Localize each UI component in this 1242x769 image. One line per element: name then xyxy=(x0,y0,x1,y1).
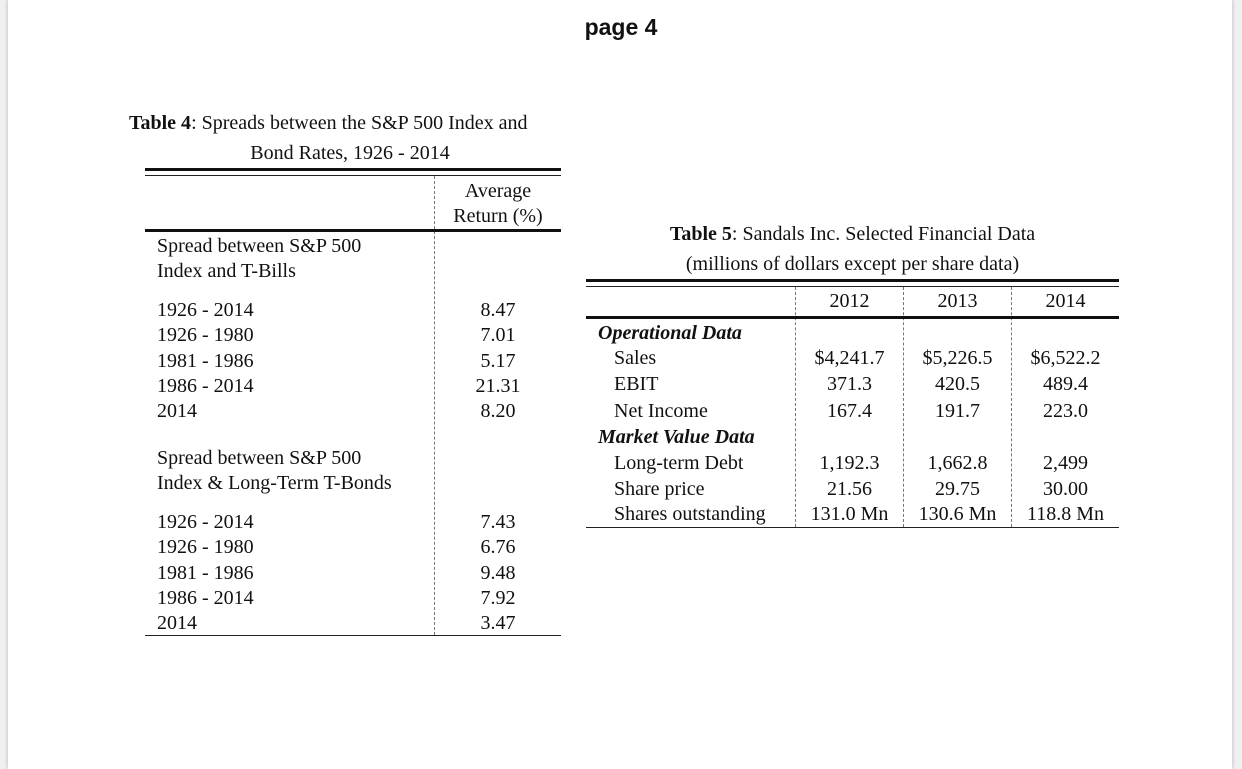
table-cell: 2,499 xyxy=(1043,452,1088,474)
table-cell: 131.0 Mn xyxy=(810,503,889,525)
table-row-label: Shares outstanding xyxy=(614,503,766,525)
table-row-value: 8.47 xyxy=(480,299,516,321)
table-5-caption-line2: (millions of dollars except per share data) xyxy=(685,253,1020,275)
table-row-value: 8.20 xyxy=(480,400,516,422)
table-4-section2-title-line2: Index & Long-Term T-Bonds xyxy=(157,472,392,494)
table-5-caption-label: Table 5 xyxy=(669,223,732,245)
table-row-value: 3.47 xyxy=(480,612,516,634)
table-row-period: 1981 - 1986 xyxy=(157,350,254,372)
table-cell: $4,241.7 xyxy=(814,347,885,369)
table-cell: 191.7 xyxy=(935,400,980,422)
table-cell: 130.6 Mn xyxy=(918,503,997,525)
table-row-period: 1926 - 1980 xyxy=(157,324,254,346)
table-row-value: 21.31 xyxy=(475,375,521,397)
table-row-label: EBIT xyxy=(614,373,659,395)
table-cell: $5,226.5 xyxy=(922,347,993,369)
table-4-bottom-rule xyxy=(145,635,561,636)
table-5-caption-line1 xyxy=(586,223,1119,245)
table-5-caption-title: : Sandals Inc. Selected Financial Data xyxy=(731,223,1036,245)
table-row-period: 2014 xyxy=(157,400,197,422)
table-5-top-rule xyxy=(586,279,1119,282)
table-4-caption-title: : Spreads between the S&P 500 Index and xyxy=(191,112,528,134)
table-5-header-rule xyxy=(586,316,1119,319)
table-5-year-header: 2012 xyxy=(829,290,870,312)
table-5-year-header: 2013 xyxy=(937,290,978,312)
table-row-value: 7.43 xyxy=(480,511,516,533)
table-5-year-header: 2014 xyxy=(1045,290,1086,312)
table-4-top-rule-thin xyxy=(145,175,561,176)
table-4-section1-title-line2: Index and T-Bills xyxy=(157,260,296,282)
table-row-label: Net Income xyxy=(614,400,708,422)
table-row-period: 1986 - 2014 xyxy=(157,375,254,397)
table-4-caption-line2: Bond Rates, 1926 - 2014 xyxy=(250,142,450,164)
table-row-period: 1926 - 1980 xyxy=(157,536,254,558)
table-row-label: Long-term Debt xyxy=(614,452,744,474)
table-row-value: 7.92 xyxy=(480,587,516,609)
page-label: page 4 xyxy=(584,14,658,40)
table-row-value: 5.17 xyxy=(480,350,516,372)
table-4-section2-title-line1: Spread between S&P 500 xyxy=(157,447,362,469)
table-row-value: 7.01 xyxy=(480,324,516,346)
table-4-header-line2: Return (%) xyxy=(453,205,543,227)
table-cell: 29.75 xyxy=(935,478,980,500)
table-5-operational-heading: Operational Data xyxy=(598,322,742,344)
table-5-market-heading: Market Value Data xyxy=(598,426,755,448)
table-row-period: 1986 - 2014 xyxy=(157,587,254,609)
table-cell: 371.3 xyxy=(827,373,872,395)
table-4-header-line1: Average xyxy=(464,180,532,202)
table-cell: 21.56 xyxy=(827,478,872,500)
table-row-value: 9.48 xyxy=(480,562,516,584)
table-4-section1-title-line1: Spread between S&P 500 xyxy=(157,235,362,257)
table-row-label: Share price xyxy=(614,478,705,500)
table-row-value: 6.76 xyxy=(480,536,516,558)
table-4-caption-label: Table 4 xyxy=(129,112,192,134)
table-cell: 1,192.3 xyxy=(819,452,880,474)
table-cell: 1,662.8 xyxy=(927,452,988,474)
table-5-bottom-rule xyxy=(586,527,1119,528)
table-cell: 167.4 xyxy=(827,400,872,422)
table-row-period: 2014 xyxy=(157,612,197,634)
table-4-header-rule xyxy=(145,229,561,232)
table-5-top-rule-thin xyxy=(586,286,1119,287)
table-cell: 489.4 xyxy=(1043,373,1088,395)
table-row-period: 1981 - 1986 xyxy=(157,562,254,584)
table-row-label: Sales xyxy=(614,347,657,369)
table-cell: 420.5 xyxy=(935,373,980,395)
table-cell: 223.0 xyxy=(1043,400,1088,422)
table-4-caption-line1 xyxy=(129,112,527,134)
table-4-top-rule xyxy=(145,168,561,171)
table-row-period: 1926 - 2014 xyxy=(157,511,254,533)
table-cell: $6,522.2 xyxy=(1030,347,1101,369)
table-row-period: 1926 - 2014 xyxy=(157,299,254,321)
table-cell: 30.00 xyxy=(1043,478,1088,500)
table-cell: 118.8 Mn xyxy=(1026,503,1105,525)
